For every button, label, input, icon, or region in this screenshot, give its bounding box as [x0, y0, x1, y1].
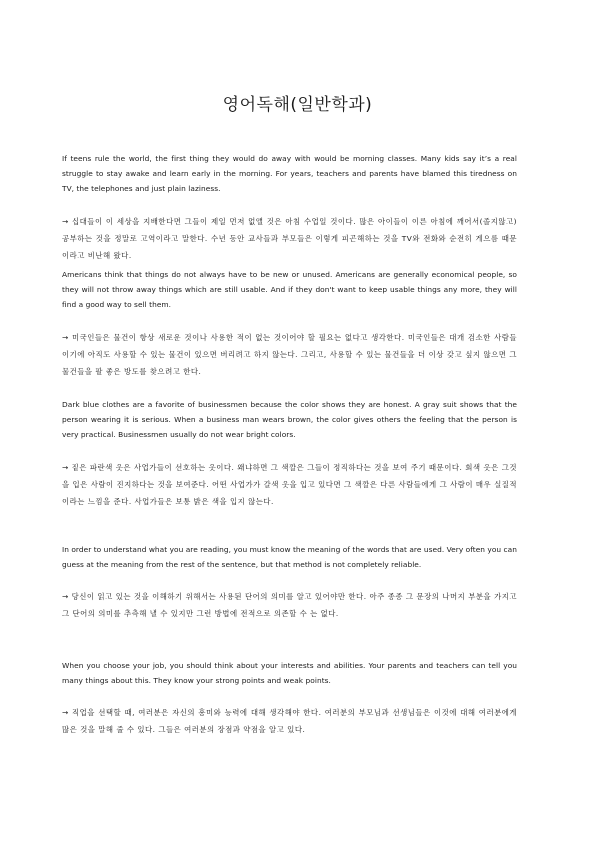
english-passage: In order to understand what you are reading, you must know the meaning of the words that are used. Very often you can guess at the meaning from the rest of the sentence, but that method is not completely reliable. [62, 545, 517, 570]
korean-translation: → 짙은 파란색 옷은 사업가들이 선호하는 옷이다. 왜냐하면 그 색깔은 그들이 정직하다는 것을 보여 주기 때문이다. 회색 옷은 그것을 입은 사람이 진지하다는 것을 보여준다. 어떤 사업가가 갈색 옷을 입고 있다면 그 색깔은 다른 사람들에게 그 사람이 매우 실질적이라는 느낌을 준다. 사업가들은 보통 밝은 색을 입지 않는다. [62, 462, 517, 506]
english-passage: When you choose your job, you should think about your interests and abilities. Your parents and teachers can tell you many things about this. They know your strong points and weak points. [62, 661, 517, 686]
passage-3 [62, 397, 517, 510]
korean-translation: → 당신이 읽고 있는 것을 이해하기 위해서는 사용된 단어의 의미를 알고 있어야만 한다. 아주 종종 그 문장의 나머지 부분을 가지고 그 단어의 의미를 추측해 낼 수 있지만 그런 방법에 전적으로 의존할 수 는 없다. [62, 592, 517, 619]
korean-translation: → 십대들이 이 세상을 지배한다면 그들이 제일 먼저 없앨 것은 아침 수업일 것이다. 많은 아이들이 이른 아침에 깨어서(졸지않고) 공부하는 것을 정말로 고역이라고 말한다. 수년 동안 교사들과 부모들은 이렇게 피곤해하는 것을 TV와 전화와 순전히 게으름 때문이라고 비난해 왔다. [62, 216, 517, 260]
passage-5 [62, 658, 517, 738]
passage-1 [62, 151, 517, 264]
passage-2 [62, 267, 517, 380]
page-title: 영어독해(일반학과) [222, 95, 373, 115]
korean-translation: → 직업을 선택할 때, 여러분은 자신의 흥미와 능력에 대해 생각해야 한다. 여러분의 부모님과 선생님들은 이것에 대해 여러분에게 많은 것을 말해 줄 수 있다. 그들은 여러분의 장점과 약점을 알고 있다. [62, 708, 517, 735]
passage-4 [62, 542, 517, 622]
english-passage: Americans think that things do not always have to be new or unused. Americans are generally economical people, so they will not throw away things which are still usable. And if they don't want to keep usable things any more, they will find a good way to sell them. [62, 270, 517, 310]
korean-translation: → 미국인들은 물건이 항상 새로운 것이나 사용한 적이 없는 것이어야 할 필요는 없다고 생각한다. 미국인들은 대개 검소한 사람들이기에 아직도 사용할 수 있는 물건이 있으면 버리려고 하지 않는다. 그리고, 사용할 수 있는 물건들을 더 이상 갖고 싶지 않으면 그 물건들을 팔 좋은 방도를 찾으려고 한다. [62, 332, 517, 376]
english-passage: If teens rule the world, the first thing they would do away with would be morning classes. Many kids say it’s a real struggle to stay awake and learn early in the morning. For years, teachers and parents have blamed this tiredness on TV, the telephones and just plain laziness. [62, 154, 517, 194]
english-passage: Dark blue clothes are a favorite of businessmen because the color shows they are honest. A gray suit shows that the person wearing it is serious. When a business man wears brown, the color gives others the feeling that the person is very practical. Businessmen usually do not wear bright colors. [62, 400, 517, 440]
